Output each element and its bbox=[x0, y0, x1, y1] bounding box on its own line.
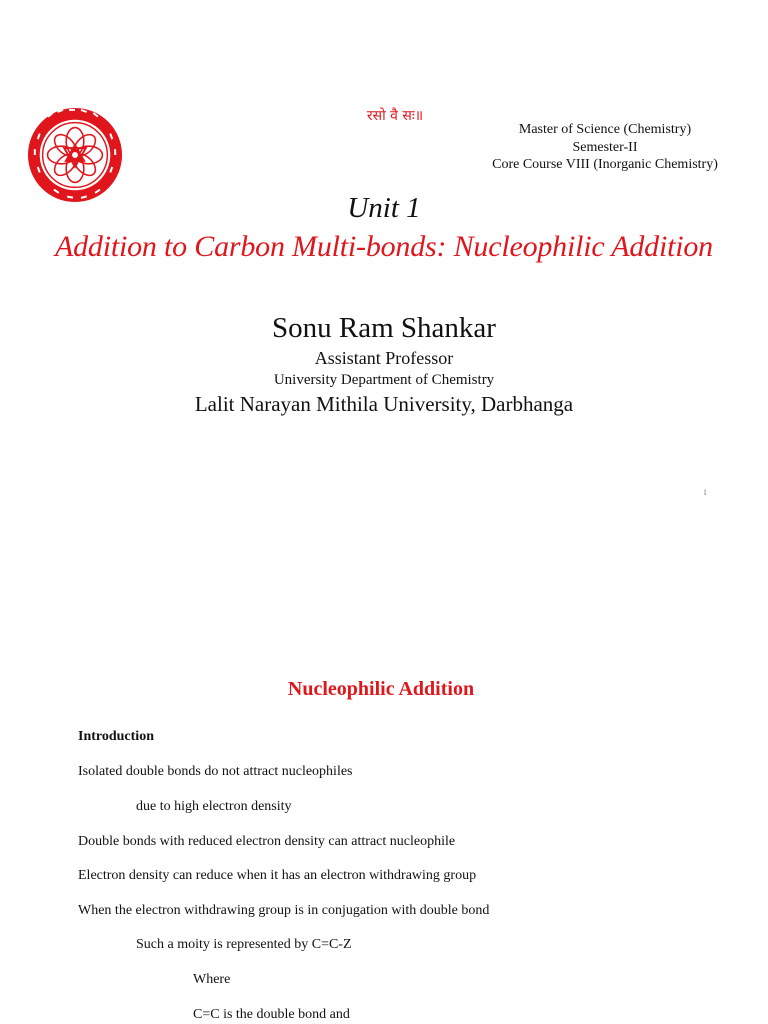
course-name: Core Course VIII (Inorganic Chemistry) bbox=[492, 157, 718, 172]
body-line: C=C is the double bond and bbox=[193, 1007, 350, 1022]
body-line: Such a moity is represented by C=C-Z bbox=[136, 937, 352, 952]
body-line: Electron density can reduce when it has an electron withdrawing group bbox=[78, 868, 477, 883]
body-line: Double bonds with reduced electron density can attract nucleophile bbox=[78, 834, 456, 849]
author-department: University Department of Chemistry bbox=[273, 372, 495, 388]
university-seal-logo bbox=[26, 106, 124, 204]
unit-label: Unit 1 bbox=[347, 192, 421, 224]
section-heading: Nucleophilic Addition bbox=[287, 678, 475, 700]
author-name: Sonu Ram Shankar bbox=[272, 312, 496, 344]
course-info bbox=[470, 121, 740, 174]
body-line: When the electron withdrawing group is in conjugation with double bond bbox=[78, 903, 490, 918]
author-university: Lalit Narayan Mithila University, Darbhanga bbox=[194, 392, 574, 416]
body-line: Where bbox=[193, 972, 231, 987]
subsection-heading: Introduction bbox=[78, 729, 154, 744]
sanskrit-motto: रसो वै सः॥ bbox=[366, 108, 424, 124]
author-role: Assistant Professor bbox=[314, 348, 454, 368]
body-line: due to high electron density bbox=[136, 799, 292, 814]
course-semester: Semester-II bbox=[572, 139, 638, 155]
body-line: Isolated double bonds do not attract nucleophiles bbox=[78, 764, 353, 779]
course-degree: Master of Science (Chemistry) bbox=[518, 122, 692, 137]
page-number: 1 bbox=[703, 488, 707, 497]
document-title: Addition to Carbon Multi-bonds: Nucleophilic Addition bbox=[55, 230, 713, 263]
